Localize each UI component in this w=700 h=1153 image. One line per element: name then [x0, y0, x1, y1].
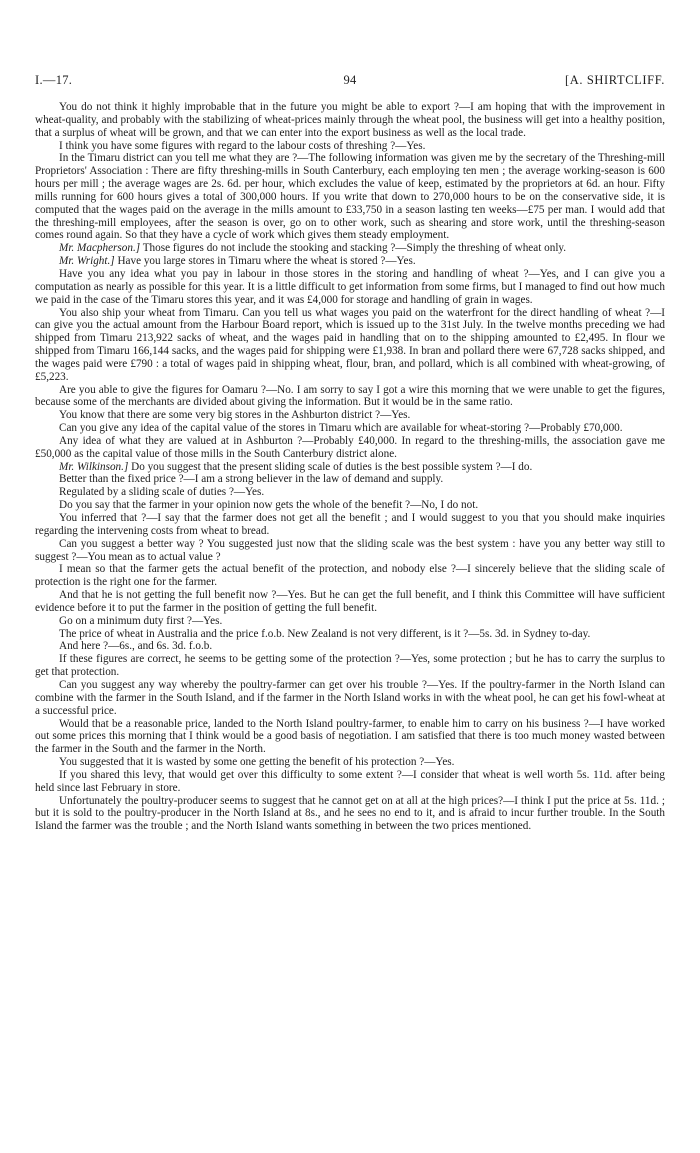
paragraph-text: Better than the fixed price ?—I am a strong believer in the law of demand and supply.: [59, 473, 444, 486]
paragraph-text: Any idea of what they are valued at in Ashburton ?—Probably £40,000. In regard to the threshing-mills, the association gave me £50,000 as the capital value of those mills in the South Canterbury district alone.: [35, 434, 665, 460]
paragraph: [35, 718, 665, 757]
paragraph-text: Can you give any idea of the capital value of the stores in Timaru which are available for wheat-storing ?—Probably £70,000.: [59, 422, 623, 435]
speaker-label: Mr. Wright.]: [59, 255, 115, 268]
speaker-label: Mr. Macpherson.]: [59, 242, 141, 255]
paragraph-text: I mean so that the farmer gets the actual benefit of the protection, and nobody else ?—I sincerely believe that the sliding scale of protection is the right one for the farmer.: [35, 563, 665, 589]
paragraph: [35, 384, 665, 410]
paragraph: [35, 512, 665, 538]
paragraph-text: Are you able to give the figures for Oamaru ?—No. I am sorry to say I got a wire this morning that we were unable to get the figures, because some of the merchants are divided about giving the information. But it would be in the same ratio.: [35, 383, 665, 409]
paragraph-text: Have you large stores in Timaru where the wheat is stored ?—Yes.: [114, 255, 416, 268]
paragraph: [35, 461, 665, 474]
paragraph: [35, 615, 665, 628]
paragraph: [35, 140, 665, 153]
paragraph-text: If these figures are correct, he seems to be getting some of the protection ?—Yes, some protection ; but he has to carry the surplus to get that protection.: [35, 653, 665, 679]
paragraph: [35, 756, 665, 769]
paragraph-text: Can you suggest any way whereby the poultry-farmer can get over his trouble ?—Yes. If the poultry-farmer in the North Island can combine with the farmer in the South Island, and if the farmer in the North Island works in with the wheat pool, he can get his fowl-wheat at a successful price.: [35, 678, 665, 717]
paragraph: [35, 152, 665, 242]
paragraph-text: And that he is not getting the full benefit now ?—Yes. But he can get the full benefit, and I think this Committee will have sufficient evidence before it to put the farmer in the position of getting the full benefit.: [35, 589, 665, 614]
paragraph-text: I think you have some figures with regard to the labour costs of threshing ?—Yes.: [59, 139, 426, 152]
paragraph: [35, 255, 665, 268]
paragraph-text: Regulated by a sliding scale of duties ?—Yes.: [59, 486, 265, 499]
paragraph-text: If you shared this levy, that would get over this difficulty to some extent ?—I consider that wheat is well worth 5s. 11d. after being held since last February in store.: [35, 768, 665, 794]
paragraph-text: Do you suggest that the present sliding scale of duties is the best possible system ?—I do.: [128, 460, 533, 473]
paragraph: [35, 769, 665, 795]
paragraph: [35, 499, 665, 512]
page-header: [35, 73, 665, 95]
paragraph: [35, 653, 665, 679]
paragraph-text: Unfortunately the poultry-producer seems to suggest that he cannot get on at all at the high prices?—I think I put the price at 5s. 11d. ; but it is sold to the poultry-producer in the North Island at 8s., and he sees no end to it, and is afraid to incur further trouble. In the South Island the farmer was the trouble ; and the North Island wants something in between the two prices mentioned.: [35, 794, 665, 833]
paragraph-text: You suggested that it is wasted by some one getting the benefit of his protection ?—Yes.: [59, 756, 455, 769]
paragraph-text: Would that be a reasonable price, landed to the North Island poultry-farmer, to enable him to carry on his business ?—I have worked out some prices this morning that I think would be a good basis of negotiation. I am satisfied that there is too much money wasted between the farmer in the South and the farmer in the North.: [35, 717, 665, 756]
paragraph: [35, 563, 665, 589]
paragraph-text: Can you suggest a better way ? You suggested just now that the sliding scale was the best system : have you any better way still to suggest ?—You mean as to actual value ?: [35, 537, 665, 563]
paragraph-text: You also ship your wheat from Timaru. Can you tell us what wages you paid on the waterfront for the direct handling of wheat ?—I can give you the actual amount from the Harbour Board report, which is issued up to the 31st July. In the twelve months preceding we had shipped from Timaru 213,922 sacks of wheat, and the wages paid in handling that on to the shipping amounted to £2,495. In flour we shipped from Timaru 166,144 sacks, and the wages paid for shipping were £1,938. In bran and pollard there were 67,728 sacks shipped, and the wages paid were £790 : a total of wages paid in shipping wheat, flour, bran, and pollard, which is all combined with wheat-growing, of £5,223.: [35, 306, 665, 383]
paragraph: [35, 538, 665, 564]
paragraph-text: And here ?—6s., and 6s. 3d. f.o.b.: [59, 640, 213, 653]
paragraph: [35, 435, 665, 461]
witness-name: [A. SHIRTCLIFF.: [565, 73, 665, 87]
paragraph: [35, 268, 665, 307]
paragraph: [35, 628, 665, 641]
paragraph: [35, 422, 665, 435]
paragraph-text: Those figures do not include the stooking and stacking ?—Simply the threshing of wheat only.: [140, 242, 567, 255]
speaker-label: Mr. Wilkinson.]: [59, 460, 129, 473]
paragraph: [35, 589, 665, 615]
paragraph-text: Go on a minimum duty first ?—Yes.: [59, 614, 223, 627]
page-number: 94: [343, 73, 357, 87]
paragraph: [35, 795, 665, 834]
paragraph-text: Do you say that the farmer in your opinion now gets the whole of the benefit ?—No, I do not.: [59, 499, 479, 512]
paragraph: [35, 307, 665, 384]
paragraph-text: Have you any idea what you pay in labour in those stores in the storing and handling of wheat ?—Yes, and I can give you a computation as nearly as possible for this year. It is a little difficult to get information from some firms, but I managed to find out how much we paid in the case of the Timaru stores this year, and it was £4,000 for storage and handling of grain in wages.: [35, 267, 665, 306]
paragraph: [35, 101, 665, 140]
paragraph: [35, 486, 665, 499]
paper-reference: I.—17.: [35, 73, 73, 87]
paragraph-text: You know that there are some very big stores in the Ashburton district ?—Yes.: [59, 409, 411, 422]
paragraph-text: You do not think it highly improbable that in the future you might be able to export ?—I am hoping that with the improvement in wheat-quality, and probably with the stabilizing of wheat-prices mainly through the wheat pool, the business will get into a healthy position, that a surplus of wheat will be grown, and that we can enter into the export business as well as the local trade.: [35, 101, 665, 139]
document-body: [35, 101, 665, 833]
paragraph-text: In the Timaru district can you tell me what they are ?—The following information was given me by the secretary of the Threshing-mill Proprietors' Association : There are fifty threshing-mills in South Canterbury, each employing ten men ; the average working-season is 600 hours per mill ; the average wages are 2s. 6d. per hour, which excludes the value of keep, estimated by the proprietors at 6d. an hour. Fifty mills running for 600 hours gives a total of 300,000 hours. If you write that down to 270,000 hours to be on the conservative side, it is computed that the wages paid on the average in the mills amount to £33,750 in a season lasting ten weeks—£75 per man. I would add that the threshing-mill employees, after the season is over, go on to other work, such as shearing and store work, until the threshing-season comes round again. So that they have a cycle of work which gives them steady employment.: [35, 152, 665, 242]
paragraph-text: You inferred that ?—I say that the farmer does not get all the benefit ; and I would suggest to you that you should make inquiries regarding the intervening costs from wheat to bread.: [35, 512, 665, 537]
paragraph: [35, 679, 665, 718]
paragraph: [35, 409, 665, 422]
paragraph: [35, 242, 665, 255]
paragraph-text: The price of wheat in Australia and the price f.o.b. New Zealand is not very different, is it ?—5s. 3d. in Sydney to-day.: [59, 627, 591, 640]
paragraph: [35, 640, 665, 653]
paragraph: [35, 473, 665, 486]
